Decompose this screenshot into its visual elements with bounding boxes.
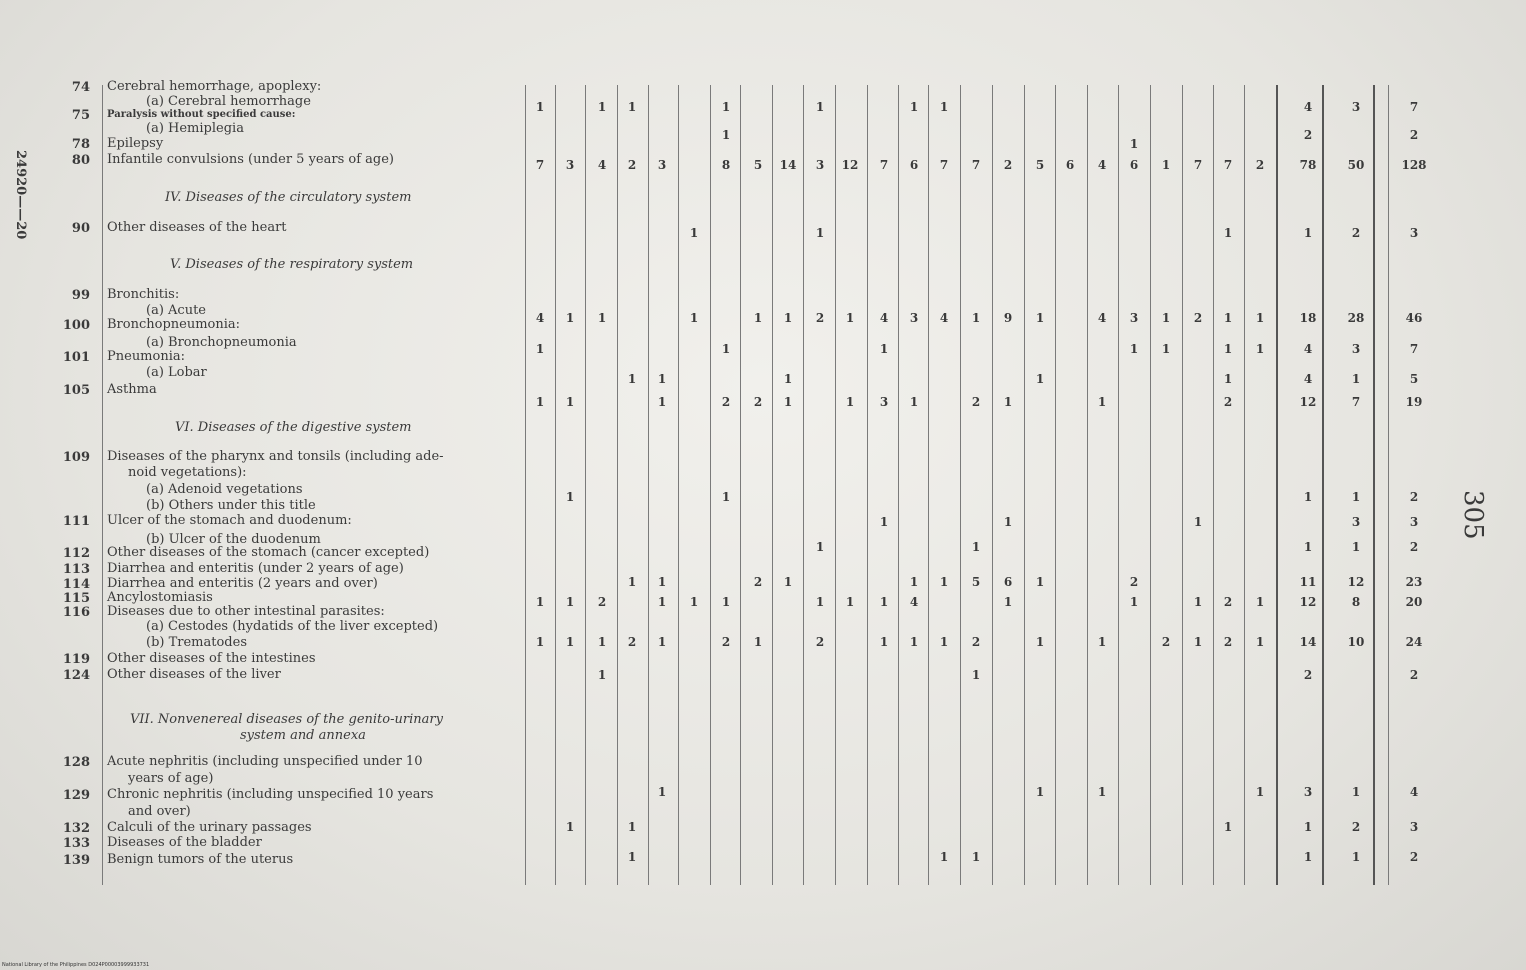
value-cell: 4 — [1303, 342, 1313, 356]
row-number: 105 — [62, 383, 90, 398]
row-number: 139 — [62, 853, 90, 868]
value-cell: 7 — [1223, 158, 1233, 172]
value-cell: 1 — [565, 311, 575, 325]
value-cell: 1 — [1035, 372, 1045, 386]
value-cell: 1 — [597, 100, 607, 114]
value-cell: 2 — [627, 635, 637, 649]
cause-label: (a) Lobar — [146, 365, 207, 380]
value-cell: 7 — [939, 158, 949, 172]
cause-label: Epilepsy — [107, 136, 164, 151]
value-cell: 1 — [939, 850, 949, 864]
value-cell: 1 — [1351, 372, 1361, 386]
value-cell: 7 — [1351, 395, 1361, 409]
row-number: 133 — [62, 836, 90, 851]
value-cell: 1 — [845, 595, 855, 609]
value-cell: 1 — [753, 635, 763, 649]
value-cell: 5 — [971, 575, 981, 589]
value-cell: 1 — [565, 820, 575, 834]
value-cell: 1 — [1255, 785, 1265, 799]
cause-label: Infantile convulsions (under 5 years of age) — [107, 152, 394, 167]
value-cell: 4 — [535, 311, 545, 325]
value-cell: 1 — [627, 850, 637, 864]
value-cell: 1 — [535, 100, 545, 114]
value-cell: 2 — [1223, 635, 1233, 649]
value-cell: 1 — [1223, 372, 1233, 386]
value-cell: 3 — [1351, 342, 1361, 356]
column-rule — [1276, 85, 1278, 885]
row-number: 99 — [71, 288, 90, 303]
value-cell: 1 — [753, 311, 763, 325]
library-footer: National Library of the Philippines D024P00003999933731 — [2, 962, 150, 968]
cause-label: (a) Hemiplegia — [146, 121, 244, 136]
value-cell: 2 — [1409, 668, 1419, 682]
value-cell: 1 — [1097, 635, 1107, 649]
column-rule — [1213, 85, 1214, 885]
row-number: 116 — [62, 605, 90, 620]
value-cell: 50 — [1347, 158, 1365, 172]
cause-label: Benign tumors of the uterus — [107, 852, 294, 867]
value-cell: 2 — [1223, 395, 1233, 409]
value-cell: 4 — [1409, 785, 1419, 799]
value-cell: 1 — [689, 226, 699, 240]
value-cell: 2 — [627, 158, 637, 172]
value-cell: 18 — [1299, 311, 1317, 325]
value-cell: 1 — [1303, 540, 1313, 554]
value-cell: 1 — [1255, 635, 1265, 649]
cause-label: Chronic nephritis (including unspecified 10 years — [107, 787, 434, 802]
column-rule — [1087, 85, 1088, 885]
value-cell: 2 — [1303, 128, 1313, 142]
value-cell: 1 — [565, 635, 575, 649]
value-cell: 3 — [1129, 311, 1139, 325]
cause-label: Other diseases of the liver — [107, 667, 281, 682]
value-cell: 2 — [1409, 540, 1419, 554]
value-cell: 2 — [597, 595, 607, 609]
value-cell: 1 — [535, 395, 545, 409]
cause-label: Diseases of the bladder — [107, 835, 262, 850]
value-cell: 1 — [1351, 490, 1361, 504]
cause-label: Asthma — [107, 382, 157, 397]
value-cell: 1 — [971, 311, 981, 325]
value-cell: 4 — [1097, 158, 1107, 172]
cause-label: Paralysis without specified cause: — [107, 109, 296, 120]
cause-label: Bronchopneumonia: — [107, 317, 241, 332]
value-cell: 1 — [815, 226, 825, 240]
column-rule — [678, 85, 679, 885]
value-cell: 1 — [783, 311, 793, 325]
row-number: 111 — [62, 514, 90, 529]
value-cell: 28 — [1347, 311, 1365, 325]
column-rule — [867, 85, 868, 885]
column-rule — [1182, 85, 1183, 885]
value-cell: 4 — [879, 311, 889, 325]
value-cell: 3 — [1409, 515, 1419, 529]
value-cell: 1 — [879, 342, 889, 356]
value-cell: 3 — [1409, 226, 1419, 240]
column-rule — [525, 85, 526, 885]
cause-label: (a) Cestodes (hydatids of the liver excepted) — [146, 619, 439, 634]
value-cell: 4 — [1097, 311, 1107, 325]
row-number: 129 — [62, 788, 90, 803]
value-cell: 1 — [597, 311, 607, 325]
value-cell: 4 — [909, 595, 919, 609]
cause-label: (a) Bronchopneumonia — [146, 335, 297, 350]
row-number: 119 — [62, 652, 90, 667]
value-cell: 4 — [939, 311, 949, 325]
row-number: 75 — [71, 108, 90, 123]
row-number: 112 — [62, 546, 90, 561]
value-cell: 1 — [565, 595, 575, 609]
cause-label: Diseases of the pharynx and tonsils (including ade- — [107, 449, 444, 464]
value-cell: 1 — [597, 668, 607, 682]
value-cell: 1 — [627, 575, 637, 589]
value-cell: 11 — [1299, 575, 1317, 589]
value-cell: 1 — [1003, 515, 1013, 529]
value-cell: 2 — [753, 575, 763, 589]
row-number: 80 — [71, 153, 90, 168]
value-cell: 1 — [721, 595, 731, 609]
value-cell: 10 — [1347, 635, 1365, 649]
column-rule — [102, 85, 103, 885]
value-cell: 1 — [1255, 342, 1265, 356]
value-cell: 6 — [909, 158, 919, 172]
value-cell: 1 — [879, 595, 889, 609]
value-cell: 1 — [879, 515, 889, 529]
cause-label: Diseases due to other intestinal parasites: — [107, 604, 385, 619]
cause-label: (a) Adenoid vegetations — [146, 482, 303, 497]
column-rule — [898, 85, 899, 885]
row-number: 132 — [62, 821, 90, 836]
value-cell: 1 — [815, 595, 825, 609]
value-cell: 5 — [1035, 158, 1045, 172]
value-cell: 1 — [971, 540, 981, 554]
row-number: 101 — [62, 350, 90, 365]
value-cell: 1 — [657, 595, 667, 609]
row-number: 109 — [62, 450, 90, 465]
column-rule — [835, 85, 836, 885]
value-cell: 3 — [879, 395, 889, 409]
value-cell: 1 — [1193, 515, 1203, 529]
row-number: 78 — [71, 137, 90, 152]
value-cell: 1 — [815, 100, 825, 114]
value-cell: 12 — [1347, 575, 1365, 589]
value-cell: 1 — [815, 540, 825, 554]
value-cell: 1 — [535, 635, 545, 649]
value-cell: 1 — [689, 595, 699, 609]
value-cell: 1 — [1255, 595, 1265, 609]
column-rule — [1150, 85, 1151, 885]
value-cell: 14 — [779, 158, 797, 172]
value-cell: 1 — [627, 820, 637, 834]
column-rule — [555, 85, 556, 885]
value-cell: 3 — [1409, 820, 1419, 834]
value-cell: 1 — [1351, 850, 1361, 864]
cause-label: and over) — [128, 804, 191, 819]
cause-label: noid vegetations): — [128, 465, 247, 480]
value-cell: 1 — [1255, 311, 1265, 325]
row-number: 115 — [62, 591, 90, 606]
value-cell: 1 — [535, 595, 545, 609]
cause-label: Bronchitis: — [107, 287, 180, 302]
value-cell: 2 — [1003, 158, 1013, 172]
section-heading-v: V. Diseases of the respiratory system — [170, 257, 414, 272]
row-number: 124 — [62, 668, 90, 683]
value-cell: 7 — [971, 158, 981, 172]
cause-label: (b) Trematodes — [146, 635, 247, 650]
value-cell: 1 — [1161, 158, 1171, 172]
value-cell: 6 — [1065, 158, 1075, 172]
value-cell: 2 — [971, 635, 981, 649]
value-cell: 1 — [783, 575, 793, 589]
value-cell: 1 — [1003, 595, 1013, 609]
column-rule — [960, 85, 961, 885]
value-cell: 1 — [1351, 540, 1361, 554]
value-cell: 1 — [657, 395, 667, 409]
cause-label: Diarrhea and enteritis (2 years and over) — [107, 576, 378, 591]
value-cell: 1 — [1223, 226, 1233, 240]
value-cell: 12 — [841, 158, 859, 172]
value-cell: 1 — [971, 668, 981, 682]
value-cell: 1 — [783, 395, 793, 409]
value-cell: 3 — [1303, 785, 1313, 799]
value-cell: 3 — [909, 311, 919, 325]
value-cell: 1 — [657, 635, 667, 649]
row-number: 100 — [62, 318, 90, 333]
value-cell: 1 — [1003, 395, 1013, 409]
value-cell: 1 — [535, 342, 545, 356]
value-cell: 3 — [815, 158, 825, 172]
value-cell: 23 — [1405, 575, 1423, 589]
cause-label: (a) Acute — [146, 303, 206, 318]
value-cell: 14 — [1299, 635, 1317, 649]
value-cell: 1 — [879, 635, 889, 649]
value-cell: 1 — [627, 100, 637, 114]
value-cell: 1 — [721, 342, 731, 356]
value-cell: 4 — [1303, 372, 1313, 386]
row-number: 74 — [71, 80, 90, 95]
value-cell: 1 — [909, 635, 919, 649]
value-cell: 2 — [1129, 575, 1139, 589]
value-cell: 1 — [1193, 635, 1203, 649]
value-cell: 78 — [1299, 158, 1317, 172]
value-cell: 1 — [1223, 311, 1233, 325]
value-cell: 1 — [1129, 342, 1139, 356]
value-cell: 1 — [1161, 311, 1171, 325]
value-cell: 1 — [783, 372, 793, 386]
value-cell: 1 — [1035, 575, 1045, 589]
value-cell: 1 — [1193, 595, 1203, 609]
row-number: 114 — [62, 577, 90, 592]
value-cell: 1 — [597, 635, 607, 649]
value-cell: 2 — [1409, 128, 1419, 142]
value-cell: 5 — [1409, 372, 1419, 386]
cause-label: years of age) — [128, 771, 214, 786]
value-cell: 2 — [1223, 595, 1233, 609]
value-cell: 7 — [879, 158, 889, 172]
value-cell: 1 — [909, 395, 919, 409]
section-heading-vi: VI. Diseases of the digestive system — [175, 420, 412, 435]
value-cell: 1 — [845, 311, 855, 325]
value-cell: 1 — [565, 490, 575, 504]
value-cell: 3 — [1351, 100, 1361, 114]
column-rule — [617, 85, 618, 885]
value-cell: 7 — [1193, 158, 1203, 172]
value-cell: 1 — [1223, 342, 1233, 356]
value-cell: 1 — [1097, 785, 1107, 799]
cause-label: Cerebral hemorrhage, apoplexy: — [107, 79, 322, 94]
value-cell: 2 — [721, 635, 731, 649]
value-cell: 1 — [627, 372, 637, 386]
value-cell: 1 — [1161, 342, 1171, 356]
value-cell: 1 — [1035, 311, 1045, 325]
value-cell: 1 — [939, 635, 949, 649]
value-cell: 7 — [1409, 342, 1419, 356]
cause-label: Ulcer of the stomach and duodenum: — [107, 513, 352, 528]
section-heading-vii-cont: system and annexa — [240, 728, 366, 743]
value-cell: 2 — [1193, 311, 1203, 325]
value-cell: 2 — [1303, 668, 1313, 682]
column-rule — [1055, 85, 1056, 885]
value-cell: 3 — [657, 158, 667, 172]
value-cell: 1 — [1223, 820, 1233, 834]
column-rule — [803, 85, 804, 885]
value-cell: 2 — [721, 395, 731, 409]
cause-label: Other diseases of the intestines — [107, 651, 316, 666]
cause-label: (b) Others under this title — [146, 498, 316, 513]
value-cell: 2 — [1351, 226, 1361, 240]
value-cell: 5 — [753, 158, 763, 172]
value-cell: 1 — [939, 100, 949, 114]
cause-label: Ancylostomiasis — [107, 590, 213, 605]
value-cell: 9 — [1003, 311, 1013, 325]
value-cell: 19 — [1405, 395, 1423, 409]
value-cell: 2 — [1351, 820, 1361, 834]
value-cell: 3 — [565, 158, 575, 172]
cause-label: Pneumonia: — [107, 349, 185, 364]
value-cell: 2 — [815, 635, 825, 649]
value-cell: 1 — [657, 372, 667, 386]
value-cell: 4 — [597, 158, 607, 172]
value-cell: 7 — [535, 158, 545, 172]
column-rule — [1388, 85, 1389, 885]
column-rule — [648, 85, 649, 885]
value-cell: 2 — [1255, 158, 1265, 172]
column-rule — [740, 85, 741, 885]
value-cell: 1 — [721, 128, 731, 142]
value-cell: 2 — [1161, 635, 1171, 649]
value-cell: 1 — [1035, 635, 1045, 649]
column-rule — [1024, 85, 1025, 885]
value-cell: 12 — [1299, 395, 1317, 409]
value-cell: 1 — [845, 395, 855, 409]
column-rule — [585, 85, 586, 885]
value-cell: 2 — [1409, 850, 1419, 864]
cause-label: Calculi of the urinary passages — [107, 820, 312, 835]
value-cell: 1 — [1129, 595, 1139, 609]
cause-label: Other diseases of the stomach (cancer excepted) — [107, 545, 430, 560]
value-cell: 1 — [721, 490, 731, 504]
value-cell: 1 — [721, 100, 731, 114]
column-rule — [1244, 85, 1245, 885]
value-cell: 1 — [1351, 785, 1361, 799]
column-rule — [772, 85, 773, 885]
value-cell: 2 — [1409, 490, 1419, 504]
value-cell: 1 — [909, 100, 919, 114]
value-cell: 128 — [1401, 158, 1427, 172]
cause-label: (b) Ulcer of the duodenum — [146, 532, 321, 547]
row-number: 113 — [62, 562, 90, 577]
row-number: 90 — [71, 221, 90, 236]
value-cell: 1 — [971, 850, 981, 864]
value-cell: 1 — [1097, 395, 1107, 409]
value-cell: 3 — [1351, 515, 1361, 529]
column-rule — [992, 85, 993, 885]
value-cell: 1 — [657, 785, 667, 799]
value-cell: 1 — [909, 575, 919, 589]
section-heading-iv: IV. Diseases of the circulatory system — [165, 190, 412, 205]
value-cell: 20 — [1405, 595, 1423, 609]
value-cell: 4 — [1303, 100, 1313, 114]
column-rule — [1322, 85, 1324, 885]
value-cell: 12 — [1299, 595, 1317, 609]
value-cell: 24 — [1405, 635, 1423, 649]
value-cell: 8 — [1351, 595, 1361, 609]
value-cell: 8 — [721, 158, 731, 172]
section-heading-vii: VII. Nonvenereal diseases of the genito-urinary — [130, 712, 443, 727]
cause-label: Other diseases of the heart — [107, 220, 287, 235]
file-stamp: 24920——20 — [13, 150, 28, 240]
column-rule — [710, 85, 711, 885]
value-cell: 1 — [689, 311, 699, 325]
value-cell: 6 — [1003, 575, 1013, 589]
value-cell: 1 — [1303, 850, 1313, 864]
value-cell: 1 — [565, 395, 575, 409]
cause-label: Diarrhea and enteritis (under 2 years of age) — [107, 561, 404, 576]
column-rule — [928, 85, 929, 885]
value-cell: 1 — [1303, 490, 1313, 504]
value-cell: 1 — [1129, 137, 1139, 151]
value-cell: 1 — [1303, 820, 1313, 834]
value-cell: 2 — [753, 395, 763, 409]
value-cell: 1 — [657, 575, 667, 589]
value-cell: 1 — [1303, 226, 1313, 240]
cause-label: Acute nephritis (including unspecified under 10 — [107, 754, 423, 769]
column-rule — [1118, 85, 1119, 885]
page-number: 305 — [1458, 490, 1488, 540]
value-cell: 1 — [1035, 785, 1045, 799]
value-cell: 1 — [939, 575, 949, 589]
cause-label: (a) Cerebral hemorrhage — [146, 94, 311, 109]
value-cell: 2 — [815, 311, 825, 325]
value-cell: 46 — [1405, 311, 1423, 325]
value-cell: 2 — [971, 395, 981, 409]
value-cell: 7 — [1409, 100, 1419, 114]
row-number: 128 — [62, 755, 90, 770]
column-rule — [1373, 85, 1375, 885]
value-cell: 6 — [1129, 158, 1139, 172]
